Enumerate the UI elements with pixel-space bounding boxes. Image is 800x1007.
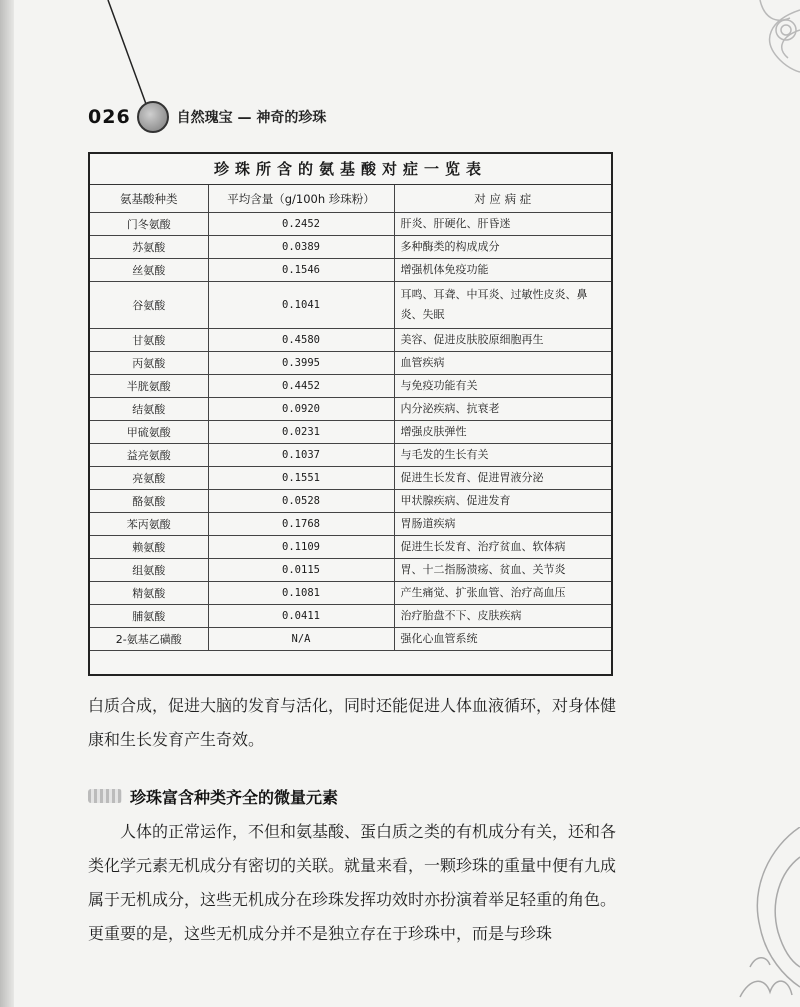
amino-acid-name: 组氨酸 — [90, 559, 208, 582]
table-header-row — [90, 185, 611, 213]
table-row — [90, 375, 611, 398]
table-row — [90, 628, 611, 651]
amino-acid-name: 苏氨酸 — [90, 236, 208, 259]
amino-acid-content: 0.1037 — [208, 444, 394, 467]
amino-acid-content: 0.0231 — [208, 421, 394, 444]
amino-acid-name: 赖氨酸 — [90, 536, 208, 559]
amino-acid-content: 0.1546 — [208, 259, 394, 282]
corner-ornament-icon — [690, 0, 800, 110]
table-row — [90, 444, 611, 467]
amino-acid-name: 丝氨酸 — [90, 259, 208, 282]
amino-acid-content: 0.0528 — [208, 490, 394, 513]
amino-acid-name: 脯氨酸 — [90, 605, 208, 628]
amino-acid-name: 益亮氨酸 — [90, 444, 208, 467]
amino-acid-name: 谷氨酸 — [90, 282, 208, 329]
table-row — [90, 536, 611, 559]
amino-acid-effect: 强化心血管系统 — [394, 628, 611, 651]
amino-acid-effect: 内分泌疾病、抗衰老 — [394, 398, 611, 421]
amino-acid-effect: 胃、十二指肠溃疡、贫血、关节炎 — [394, 559, 611, 582]
pearl-icon — [137, 101, 169, 133]
amino-acid-content: 0.2452 — [208, 213, 394, 236]
amino-acid-effect: 产生痛觉、扩张血管、治疗高血压 — [394, 582, 611, 605]
table-row — [90, 352, 611, 375]
amino-acid-effect: 耳鸣、耳聋、中耳炎、过敏性皮炎、鼻炎、失眠 — [394, 282, 611, 329]
amino-acid-content: 0.0411 — [208, 605, 394, 628]
amino-acid-content: 0.3995 — [208, 352, 394, 375]
table-row — [90, 559, 611, 582]
amino-acid-effect: 促进生长发育、促进胃液分泌 — [394, 467, 611, 490]
table-row — [90, 398, 611, 421]
amino-acid-name: 半胱氨酸 — [90, 375, 208, 398]
table-row — [90, 329, 611, 352]
table-row — [90, 513, 611, 536]
amino-acid-content: 0.1081 — [208, 582, 394, 605]
amino-acid-effect: 胃肠道疾病 — [394, 513, 611, 536]
amino-acid-name: 结氨酸 — [90, 398, 208, 421]
table-row — [90, 213, 611, 236]
amino-acid-name: 精氨酸 — [90, 582, 208, 605]
amino-acid-effect: 甲状腺疾病、促进发育 — [394, 490, 611, 513]
section-heading-text: 珍珠富含种类齐全的微量元素 — [130, 787, 339, 807]
amino-acid-content: 0.0115 — [208, 559, 394, 582]
column-header: 氨基酸种类 — [90, 185, 208, 213]
amino-acid-table — [88, 152, 613, 676]
body-paragraph-2: 人体的正常运作，不但和氨基酸、蛋白质之类的有机成分有关，还和各类化学元素无机成分有密切的关联。就量来看，一颗珍珠的重量中便有九成属于无机成分，这些无机成分在珍珠发挥功效时亦扮演着举足轻重的角色。更重要的是，这些无机成分并不是独立存在于珍珠中，而是与珍珠 — [88, 822, 617, 943]
amino-acid-effect: 与毛发的生长有关 — [394, 444, 611, 467]
table-row — [90, 421, 611, 444]
section-heading — [88, 785, 338, 807]
amino-acid-name: 酪氨酸 — [90, 490, 208, 513]
amino-acid-effect: 多种酶类的构成成分 — [394, 236, 611, 259]
amino-acid-content: 0.4452 — [208, 375, 394, 398]
table-row — [90, 259, 611, 282]
table-row — [90, 490, 611, 513]
amino-acid-name: 亮氨酸 — [90, 467, 208, 490]
amino-acid-effect: 治疗胎盘不下、皮肤疾病 — [394, 605, 611, 628]
amino-acid-name: 门冬氨酸 — [90, 213, 208, 236]
table-title: 珍珠所含的氨基酸对症一览表 — [90, 154, 611, 185]
amino-acid-content: 0.0389 — [208, 236, 394, 259]
amino-acid-content: 0.0920 — [208, 398, 394, 421]
amino-acid-effect: 美容、促进皮肤胶原细胞再生 — [394, 329, 611, 352]
table-row — [90, 282, 611, 329]
table-row — [90, 582, 611, 605]
amino-acid-content: 0.4580 — [208, 329, 394, 352]
body-paragraph-1: 白质合成，促进大脑的发育与活化，同时还能促进人体血液循环，对身体健康和生长发育产生奇效。 — [88, 696, 617, 749]
table-row — [90, 605, 611, 628]
amino-acid-content: 0.1768 — [208, 513, 394, 536]
heading-ornament-icon — [88, 789, 122, 803]
amino-acid-effect: 与免疫功能有关 — [394, 375, 611, 398]
amino-acid-content: 0.1551 — [208, 467, 394, 490]
chapter-title: 自然瑰宝 — 神奇的珍珠 — [176, 110, 327, 126]
column-header: 对 应 病 症 — [394, 185, 611, 213]
amino-acid-effect: 增强机体免疫功能 — [394, 259, 611, 282]
column-header: 平均含量（g/100h 珍珠粉） — [208, 185, 394, 213]
amino-acid-name: 甘氨酸 — [90, 329, 208, 352]
amino-acid-name: 甲硫氨酸 — [90, 421, 208, 444]
amino-acid-effect: 促进生长发育、治疗贫血、软体病 — [394, 536, 611, 559]
amino-acid-effect: 血管疾病 — [394, 352, 611, 375]
wave-ornament-icon — [730, 827, 800, 1007]
amino-acid-name: 2-氨基乙磺酸 — [90, 628, 208, 651]
table-row — [90, 467, 611, 490]
amino-acid-name: 丙氨酸 — [90, 352, 208, 375]
amino-acid-content: 0.1109 — [208, 536, 394, 559]
amino-acid-name: 苯丙氨酸 — [90, 513, 208, 536]
amino-acid-effect: 肝炎、肝硬化、肝昏迷 — [394, 213, 611, 236]
table-row — [90, 236, 611, 259]
page-header — [88, 100, 326, 134]
amino-acid-content: N/A — [208, 628, 394, 651]
page-number: 026 — [88, 106, 131, 128]
amino-acid-effect: 增强皮肤弹性 — [394, 421, 611, 444]
amino-acid-content: 0.1041 — [208, 282, 394, 329]
